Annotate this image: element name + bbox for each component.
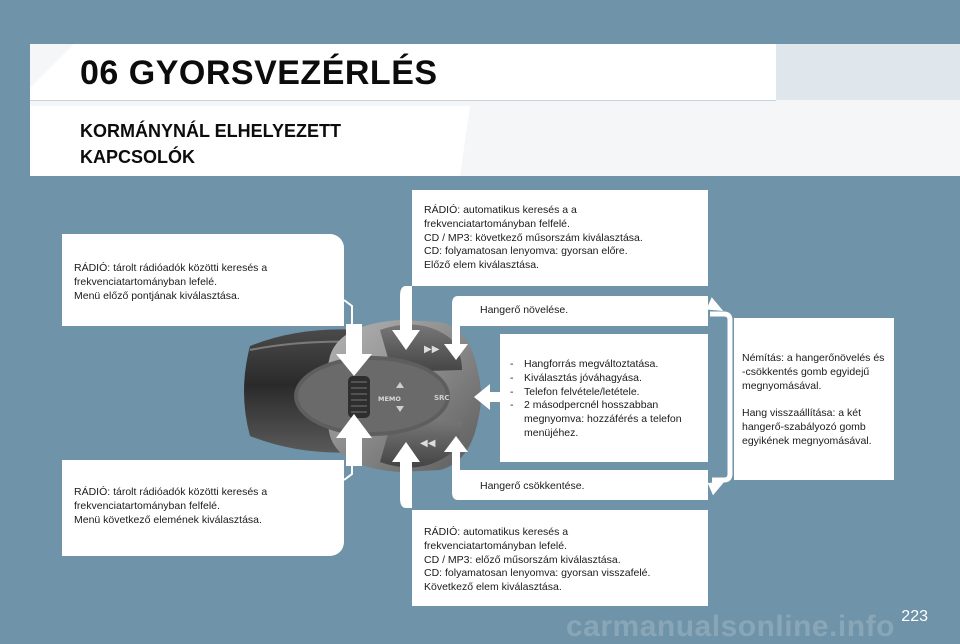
list-item: - Hangforrás megváltoztatása. xyxy=(510,358,698,372)
callout-radio-stored-down xyxy=(62,234,344,326)
callout-text: Hangerő csökkentése. xyxy=(480,480,585,492)
list-item: - 2 másodpercnél hosszabban megnyomva: hozzáférés a telefon menüjéhez. xyxy=(510,399,698,440)
callout-line: frekvenciatartományban lefelé. xyxy=(424,539,567,552)
next-label: ▶▶ xyxy=(424,344,440,355)
callout-line: Következő elem kiválasztása. xyxy=(424,581,562,594)
callout-line: Menü következő elemének kiválasztása. xyxy=(74,513,262,526)
callout-line: frekvenciatartományban felfelé. xyxy=(424,217,570,230)
callout-line: CD / MP3: következő műsorszám kiválasztása. xyxy=(424,231,643,244)
memo-label: MEMO xyxy=(378,395,401,403)
callout-line: RÁDIÓ: automatikus keresés a a xyxy=(424,204,577,216)
callout-line: CD: folyamatosan lenyomva: gyorsan előre. xyxy=(424,245,628,258)
callout-radio-auto-down xyxy=(412,510,708,606)
callout-line: CD / MP3: előző műsorszám kiválasztása. xyxy=(424,553,621,566)
callout-line: RÁDIÓ: automatikus keresés a xyxy=(424,526,569,538)
watermark: carmanualsonline.info xyxy=(566,610,895,643)
callout-src-button xyxy=(500,334,708,462)
callout-mute xyxy=(734,318,894,480)
callout-line: frekvenciatartományban felfelé. xyxy=(74,499,220,512)
mute-bracket xyxy=(710,314,730,480)
callout-volume-down xyxy=(458,470,708,500)
prev-label: ◀◀ xyxy=(420,438,436,449)
callout-text: Hangerő növelése. xyxy=(480,304,569,316)
callout-volume-up xyxy=(458,296,708,326)
callout-line: CD: folyamatosan lenyomva: gyorsan visszafelé. xyxy=(424,567,651,580)
page-number: 223 xyxy=(901,608,928,625)
list-item: - Kiválasztás jóváhagyása. xyxy=(510,372,698,386)
callout-radio-auto-up xyxy=(412,190,708,286)
mute-text: Némítás: a hangerőnövelés és -csökkentés gomb egyidejű megnyomásával. xyxy=(742,352,885,392)
callout-radio-stored-up xyxy=(62,460,344,556)
src-label: SRC xyxy=(434,394,450,402)
list-item: - Telefon felvétele/letétele. xyxy=(510,386,698,400)
section-subtitle: KORMÁNYNÁL ELHELYEZETT KAPCSOLÓK xyxy=(80,121,342,167)
callout-line: Menü előző pontjának kiválasztása. xyxy=(74,289,240,302)
src-function-list xyxy=(510,358,698,441)
callout-line: frekvenciatartományban lefelé. xyxy=(74,275,217,288)
callout-line: RÁDIÓ: tárolt rádióadók közötti keresés a xyxy=(74,262,268,274)
callout-line: RÁDIÓ: tárolt rádióadók közötti keresés a xyxy=(74,486,268,498)
page-title: 06 GYORSVEZÉRLÉS xyxy=(80,54,438,92)
restore-text: Hang visszaállítása: a két hangerő-szabályozó gomb egyikének megnyomásával. xyxy=(742,407,872,447)
callout-line: Előző elem kiválasztása. xyxy=(424,259,539,272)
